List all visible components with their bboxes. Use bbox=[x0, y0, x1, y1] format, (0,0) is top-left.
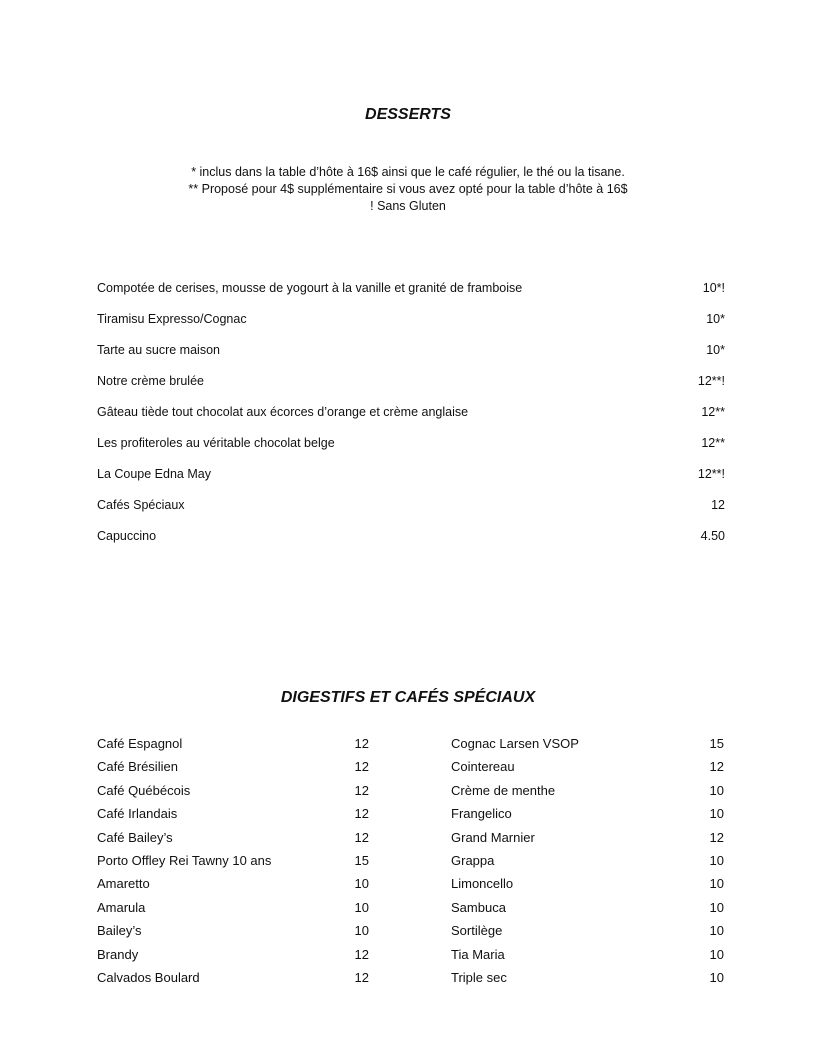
item-price: 12**! bbox=[697, 467, 725, 481]
item-price: 10*! bbox=[702, 281, 725, 295]
item-name: Bailey’s bbox=[97, 923, 142, 939]
dessert-item bbox=[97, 312, 725, 343]
digestif-item bbox=[451, 736, 724, 759]
digestifs-title: DIGESTIFS ET CAFÉS SPÉCIAUX bbox=[280, 689, 536, 706]
dessert-item bbox=[97, 405, 725, 436]
digestif-item bbox=[451, 853, 724, 876]
item-price: 15 bbox=[709, 736, 724, 751]
item-price: 10* bbox=[706, 312, 725, 326]
digestif-item bbox=[97, 853, 369, 876]
item-name: Grand Marnier bbox=[451, 829, 535, 845]
item-name: Tarte au sucre maison bbox=[97, 343, 220, 357]
digestif-item bbox=[97, 923, 369, 946]
item-price: 10 bbox=[709, 969, 724, 985]
item-price: 12 bbox=[711, 498, 725, 512]
item-price: 10 bbox=[709, 923, 724, 939]
digestif-item bbox=[97, 736, 369, 759]
item-name: Porto Offley Rei Tawny 10 ans bbox=[97, 852, 272, 868]
digestif-item bbox=[97, 806, 369, 829]
item-name: Sortilège bbox=[451, 923, 503, 939]
item-price: 12 bbox=[354, 806, 369, 822]
item-price: 12 bbox=[354, 946, 369, 962]
item-price: 12 bbox=[709, 759, 724, 775]
digestif-item bbox=[97, 830, 369, 853]
item-price: 12** bbox=[701, 405, 725, 419]
digestif-item bbox=[97, 759, 369, 782]
digestif-item bbox=[451, 830, 724, 853]
desserts-notes bbox=[0, 164, 816, 215]
digestif-item bbox=[97, 970, 369, 993]
item-price: 10* bbox=[706, 343, 725, 357]
item-price: 10 bbox=[709, 852, 724, 868]
item-name: Café Brésilien bbox=[97, 759, 178, 775]
item-name: Crème de menthe bbox=[451, 782, 556, 798]
dessert-item bbox=[97, 467, 725, 498]
item-name: Les profiteroles au véritable chocolat belge bbox=[97, 436, 335, 450]
item-price: 10 bbox=[709, 806, 724, 822]
item-name: Café Espagnol bbox=[97, 736, 183, 751]
item-price: 15 bbox=[354, 852, 369, 868]
digestifs-left-column bbox=[97, 736, 369, 993]
item-name: Compotée de cerises, mousse de yogourt à la vanille et granité de framboise bbox=[97, 281, 523, 295]
digestif-item bbox=[451, 947, 724, 970]
item-price: 10 bbox=[709, 946, 724, 962]
dessert-item bbox=[97, 436, 725, 467]
dessert-item bbox=[97, 498, 725, 529]
item-name: Cognac Larsen VSOP bbox=[451, 736, 579, 751]
item-price: 12 bbox=[354, 969, 369, 985]
digestif-item bbox=[451, 970, 724, 993]
item-name: Frangelico bbox=[451, 806, 512, 822]
digestif-item bbox=[97, 900, 369, 923]
item-price: 12**! bbox=[697, 374, 725, 388]
item-price: 12 bbox=[709, 829, 724, 845]
item-price: 10 bbox=[354, 876, 369, 892]
item-price: 10 bbox=[709, 899, 724, 915]
item-name: La Coupe Edna May bbox=[97, 467, 211, 481]
item-name: Capuccino bbox=[97, 529, 157, 543]
item-price: 12** bbox=[701, 436, 725, 450]
item-name: Tiramisu Expresso/Cognac bbox=[97, 312, 247, 326]
item-name: Amarula bbox=[97, 899, 146, 915]
item-name: Limoncello bbox=[451, 876, 514, 892]
item-name: Sambuca bbox=[451, 899, 506, 915]
item-price: 4.50 bbox=[700, 529, 725, 543]
digestif-item bbox=[451, 900, 724, 923]
desserts-list bbox=[97, 281, 725, 560]
dessert-item bbox=[97, 374, 725, 405]
digestif-item bbox=[97, 876, 369, 899]
digestif-item bbox=[451, 876, 724, 899]
digestif-item bbox=[97, 783, 369, 806]
digestif-item bbox=[451, 923, 724, 946]
desserts-title: DESSERTS bbox=[365, 106, 451, 123]
item-price: 10 bbox=[709, 782, 724, 798]
item-price: 10 bbox=[354, 899, 369, 915]
digestifs-right-column bbox=[451, 736, 724, 993]
item-name: Amaretto bbox=[97, 876, 150, 892]
item-name: Grappa bbox=[451, 852, 495, 868]
item-name: Cointereau bbox=[451, 759, 515, 775]
item-price: 12 bbox=[354, 782, 369, 798]
item-name: Café Irlandais bbox=[97, 806, 178, 822]
item-price: 12 bbox=[354, 736, 369, 751]
item-price: 12 bbox=[354, 829, 369, 845]
note-line: * inclus dans la table d’hôte à 16$ ainsi que le café régulier, le thé ou la tisane. bbox=[191, 165, 625, 179]
digestif-item bbox=[97, 947, 369, 970]
item-name: Gâteau tiède tout chocolat aux écorces d’orange et crème anglaise bbox=[97, 405, 469, 419]
digestif-item bbox=[451, 783, 724, 806]
item-name: Café Québécois bbox=[97, 782, 191, 798]
item-name: Brandy bbox=[97, 946, 139, 962]
item-name: Notre crème brulée bbox=[97, 374, 204, 388]
item-name: Cafés Spéciaux bbox=[97, 498, 185, 512]
item-name: Café Bailey’s bbox=[97, 829, 173, 845]
item-name: Triple sec bbox=[451, 969, 507, 985]
note-line: ** Proposé pour 4$ supplémentaire si vous avez opté pour la table d’hôte à 16$ bbox=[188, 182, 628, 196]
dessert-item bbox=[97, 343, 725, 374]
item-name: Calvados Boulard bbox=[97, 969, 200, 985]
item-price: 12 bbox=[354, 759, 369, 775]
digestif-item bbox=[451, 759, 724, 782]
note-line: ! Sans Gluten bbox=[370, 199, 446, 213]
item-price: 10 bbox=[354, 923, 369, 939]
dessert-item bbox=[97, 281, 725, 312]
digestif-item bbox=[451, 806, 724, 829]
dessert-item bbox=[97, 529, 725, 560]
item-price: 10 bbox=[709, 876, 724, 892]
item-name: Tia Maria bbox=[451, 946, 505, 962]
